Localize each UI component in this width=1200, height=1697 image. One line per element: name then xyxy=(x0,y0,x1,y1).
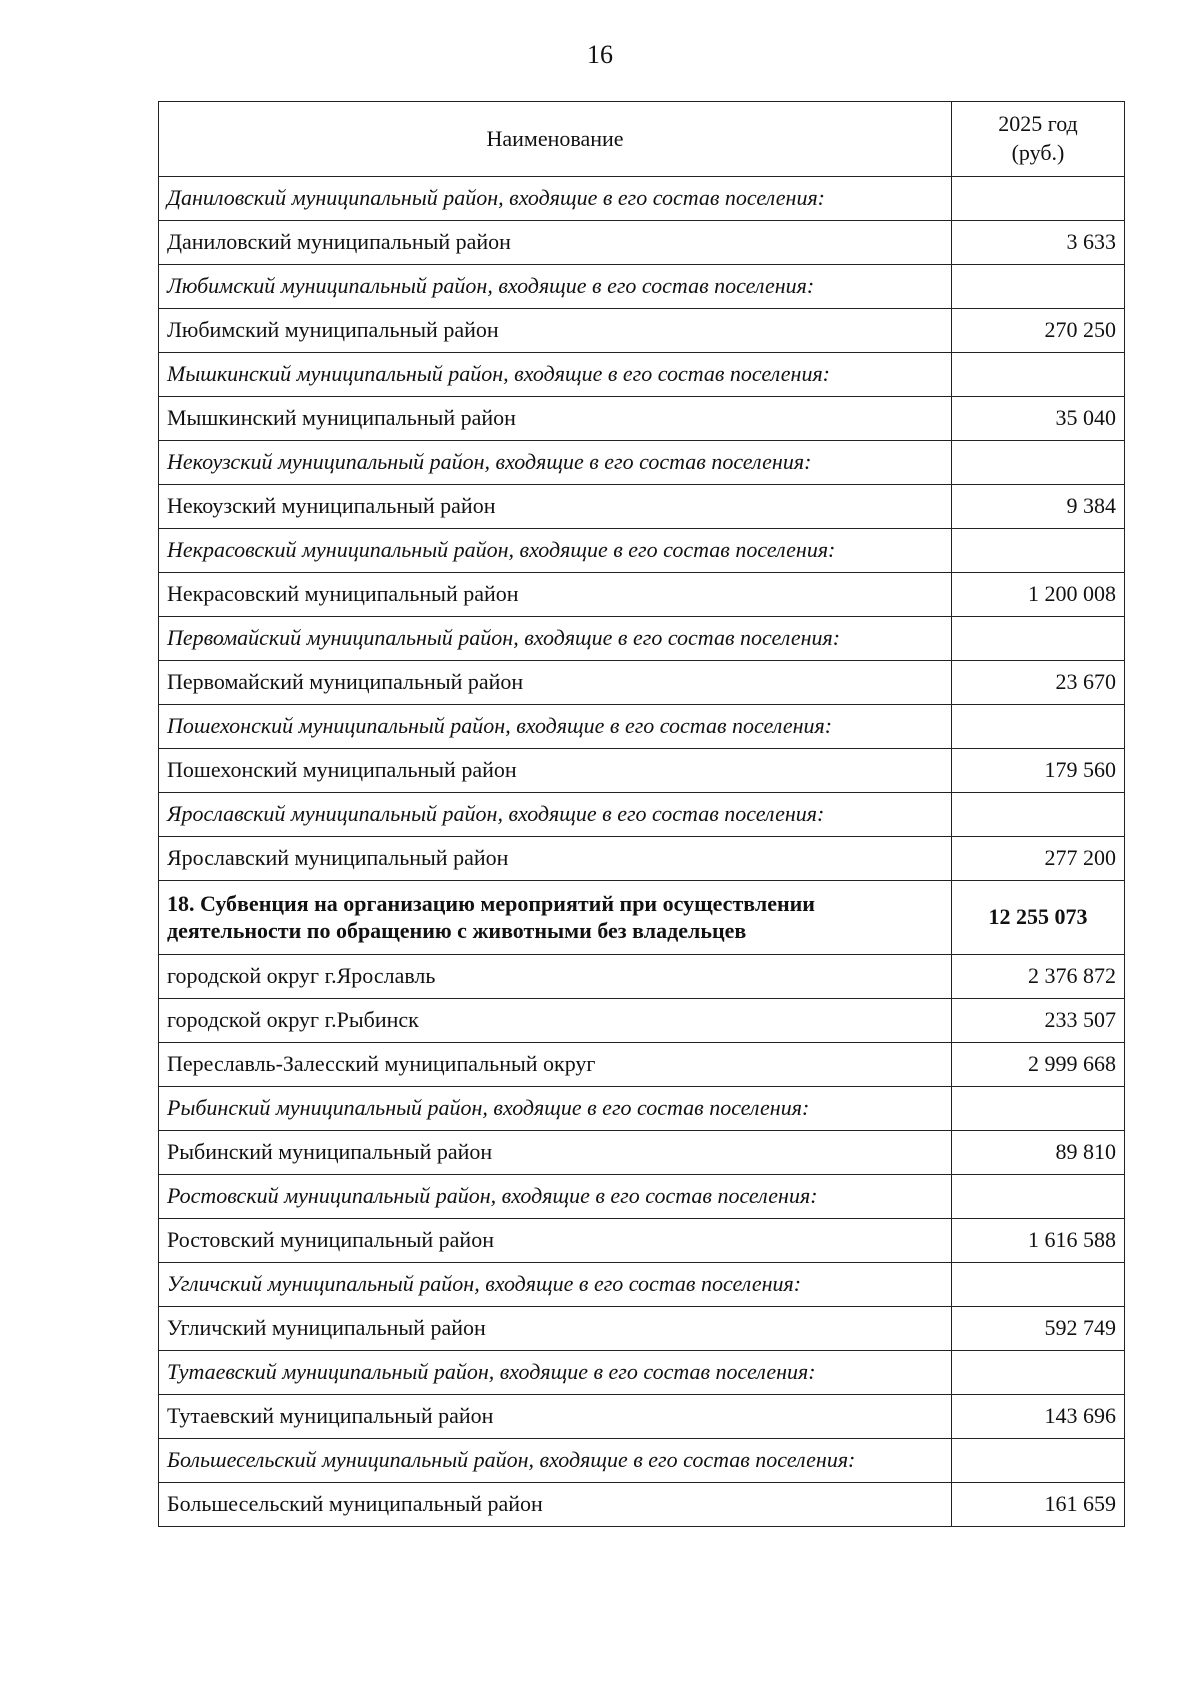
table-row xyxy=(159,573,1125,617)
row-value-cell: 270 250 xyxy=(952,309,1125,353)
group-header-row xyxy=(159,793,1125,837)
section-row xyxy=(159,881,1125,955)
row-name-cell: Некрасовский муниципальный район xyxy=(159,573,952,617)
row-name-cell: Угличский муниципальный район xyxy=(159,1307,952,1351)
row-name-cell: Мышкинский муниципальный район, входящие в его состав поселения: xyxy=(159,353,952,397)
row-value-cell: 233 507 xyxy=(952,999,1125,1043)
group-header-row xyxy=(159,529,1125,573)
row-value-cell: 2 999 668 xyxy=(952,1043,1125,1087)
table-row xyxy=(159,1131,1125,1175)
row-name-cell: Любимский муниципальный район, входящие в его состав поселения: xyxy=(159,265,952,309)
table-row xyxy=(159,955,1125,999)
row-value-cell: 179 560 xyxy=(952,749,1125,793)
row-name-cell: Тутаевский муниципальный район, входящие в его состав поселения: xyxy=(159,1351,952,1395)
row-value-cell: 161 659 xyxy=(952,1483,1125,1527)
group-header-row xyxy=(159,1175,1125,1219)
row-value-cell xyxy=(952,1351,1125,1395)
row-value-cell xyxy=(952,353,1125,397)
row-value-cell xyxy=(952,529,1125,573)
row-name-cell: Некрасовский муниципальный район, входящие в его состав поселения: xyxy=(159,529,952,573)
row-name-cell: Даниловский муниципальный район, входящие в его состав поселения: xyxy=(159,177,952,221)
table-row xyxy=(159,1395,1125,1439)
row-name-cell: Мышкинский муниципальный район xyxy=(159,397,952,441)
table-row xyxy=(159,749,1125,793)
row-value-cell: 35 040 xyxy=(952,397,1125,441)
group-header-row xyxy=(159,617,1125,661)
group-header-row xyxy=(159,265,1125,309)
group-header-row xyxy=(159,441,1125,485)
table-header-row xyxy=(159,102,1125,177)
row-name-cell: Даниловский муниципальный район xyxy=(159,221,952,265)
row-name-cell: городской округ г.Рыбинск xyxy=(159,999,952,1043)
row-name-cell: Любимский муниципальный район xyxy=(159,309,952,353)
row-name-cell: Рыбинский муниципальный район xyxy=(159,1131,952,1175)
table-row xyxy=(159,1219,1125,1263)
row-value-cell: 143 696 xyxy=(952,1395,1125,1439)
table-row xyxy=(159,1483,1125,1527)
row-value-cell xyxy=(952,265,1125,309)
table-row xyxy=(159,1043,1125,1087)
row-value-cell: 3 633 xyxy=(952,221,1125,265)
row-value-cell: 12 255 073 xyxy=(952,881,1125,955)
row-name-cell: Угличский муниципальный район, входящие в его состав поселения: xyxy=(159,1263,952,1307)
page-number: 16 xyxy=(587,40,613,69)
row-value-cell: 277 200 xyxy=(952,837,1125,881)
row-value-cell: 23 670 xyxy=(952,661,1125,705)
row-value-cell xyxy=(952,617,1125,661)
table-row xyxy=(159,485,1125,529)
group-header-row xyxy=(159,1087,1125,1131)
row-value-cell xyxy=(952,441,1125,485)
budget-table xyxy=(158,101,1125,1527)
table-row xyxy=(159,837,1125,881)
header-value-cell xyxy=(952,102,1125,177)
group-header-row xyxy=(159,177,1125,221)
row-name-cell: Ярославский муниципальный район xyxy=(159,837,952,881)
row-value-cell: 1 616 588 xyxy=(952,1219,1125,1263)
section-title-line: 18. Субвенция на организацию мероприятий при осуществлении xyxy=(167,891,815,917)
row-name-cell: Тутаевский муниципальный район xyxy=(159,1395,952,1439)
group-header-row xyxy=(159,1439,1125,1483)
row-name-cell: Первомайский муниципальный район, входящие в его состав поселения: xyxy=(159,617,952,661)
row-name-cell: Рыбинский муниципальный район, входящие в его состав поселения: xyxy=(159,1087,952,1131)
group-header-row xyxy=(159,1351,1125,1395)
group-header-row xyxy=(159,705,1125,749)
table-row xyxy=(159,309,1125,353)
table-body xyxy=(159,102,1125,1527)
row-name-cell: Пошехонский муниципальный район xyxy=(159,749,952,793)
row-name-cell: городской округ г.Ярославль xyxy=(159,955,952,999)
header-year: 2025 год xyxy=(998,111,1078,137)
row-name-cell: Переславль-Залесский муниципальный округ xyxy=(159,1043,952,1087)
row-name-cell: Большесельский муниципальный район, входящие в его состав поселения: xyxy=(159,1439,952,1483)
row-value-cell xyxy=(952,705,1125,749)
header-unit: (руб.) xyxy=(1011,140,1065,165)
row-value-cell: 9 384 xyxy=(952,485,1125,529)
row-value-cell: 89 810 xyxy=(952,1131,1125,1175)
table-row xyxy=(159,221,1125,265)
group-header-row xyxy=(159,1263,1125,1307)
row-value-cell xyxy=(952,793,1125,837)
row-value-cell xyxy=(952,1175,1125,1219)
row-name-cell: Ярославский муниципальный район, входящие в его состав поселения: xyxy=(159,793,952,837)
row-value-cell xyxy=(952,1439,1125,1483)
row-name-cell: Ростовский муниципальный район xyxy=(159,1219,952,1263)
table-row xyxy=(159,397,1125,441)
row-name-cell: Некоузский муниципальный район xyxy=(159,485,952,529)
header-name-cell: Наименование xyxy=(159,102,952,177)
row-name-cell: Первомайский муниципальный район xyxy=(159,661,952,705)
row-value-cell: 1 200 008 xyxy=(952,573,1125,617)
row-value-cell xyxy=(952,1087,1125,1131)
row-name-cell: Некоузский муниципальный район, входящие в его состав поселения: xyxy=(159,441,952,485)
row-name-cell: Ростовский муниципальный район, входящие в его состав поселения: xyxy=(159,1175,952,1219)
row-value-cell: 2 376 872 xyxy=(952,955,1125,999)
row-value-cell xyxy=(952,1263,1125,1307)
table-row xyxy=(159,1307,1125,1351)
table-row xyxy=(159,999,1125,1043)
row-name-cell: Пошехонский муниципальный район, входящие в его состав поселения: xyxy=(159,705,952,749)
row-name-cell xyxy=(159,881,952,955)
row-value-cell: 592 749 xyxy=(952,1307,1125,1351)
row-value-cell xyxy=(952,177,1125,221)
row-name-cell: Большесельский муниципальный район xyxy=(159,1483,952,1527)
table-row xyxy=(159,661,1125,705)
group-header-row xyxy=(159,353,1125,397)
section-title-line: деятельности по обращению с животными без владельцев xyxy=(167,917,747,943)
